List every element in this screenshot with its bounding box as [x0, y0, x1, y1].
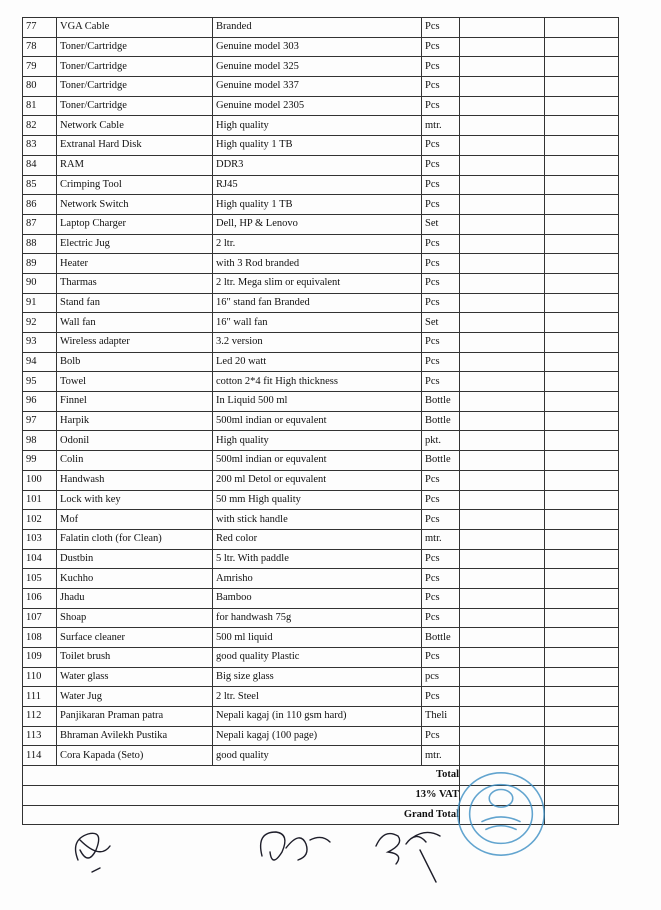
item-name-cell: Toner/Cartridge [57, 77, 213, 97]
rate-cell [460, 726, 545, 746]
item-name-cell: Water glass [57, 667, 213, 687]
rate-cell [460, 628, 545, 648]
table-row [23, 18, 619, 38]
amount-cell [545, 352, 619, 372]
item-name-cell: Cora Kapada (Seto) [57, 746, 213, 766]
sn-cell: 99 [23, 451, 57, 471]
specification-cell: Genuine model 2305 [213, 96, 422, 116]
specification-cell: Red color [213, 529, 422, 549]
table-row [23, 490, 619, 510]
item-name-cell: Heater [57, 254, 213, 274]
rate-cell [460, 648, 545, 668]
sn-cell: 95 [23, 372, 57, 392]
rate-cell [460, 155, 545, 175]
amount-cell [545, 687, 619, 707]
amount-cell [545, 333, 619, 353]
specification-cell: Genuine model 337 [213, 77, 422, 97]
amount-cell [545, 57, 619, 77]
sn-cell: 114 [23, 746, 57, 766]
amount-cell [545, 155, 619, 175]
rate-cell [460, 333, 545, 353]
rate-cell [460, 549, 545, 569]
amount-cell [545, 77, 619, 97]
rate-cell [460, 254, 545, 274]
rate-cell [460, 136, 545, 156]
item-name-cell: Bolb [57, 352, 213, 372]
item-name-cell: Colin [57, 451, 213, 471]
rate-cell [460, 234, 545, 254]
table-row [23, 293, 619, 313]
table-row [23, 254, 619, 274]
item-name-cell: Network Cable [57, 116, 213, 136]
sn-cell: 82 [23, 116, 57, 136]
specification-cell: DDR3 [213, 155, 422, 175]
unit-cell: Pcs [422, 273, 460, 293]
item-name-cell: Wall fan [57, 313, 213, 333]
sn-cell: 97 [23, 411, 57, 431]
item-name-cell: Network Switch [57, 195, 213, 215]
table-row [23, 77, 619, 97]
item-name-cell: Laptop Charger [57, 214, 213, 234]
signature-middle [261, 832, 330, 860]
rate-cell [460, 57, 545, 77]
sn-cell: 91 [23, 293, 57, 313]
sn-cell: 94 [23, 352, 57, 372]
sn-cell: 104 [23, 549, 57, 569]
item-name-cell: Stand fan [57, 293, 213, 313]
unit-cell: mtr. [422, 116, 460, 136]
rate-cell [460, 411, 545, 431]
vat-amount-cell [545, 785, 619, 805]
table-row [23, 57, 619, 77]
specification-cell: 5 ltr. With paddle [213, 549, 422, 569]
rate-cell [460, 313, 545, 333]
rate-cell [460, 470, 545, 490]
total-amount-cell [545, 766, 619, 786]
rate-cell [460, 687, 545, 707]
amount-cell [545, 293, 619, 313]
rate-cell [460, 293, 545, 313]
specification-cell: 2 ltr. Mega slim or equivalent [213, 273, 422, 293]
specification-cell: good quality Plastic [213, 648, 422, 668]
unit-cell: Bottle [422, 392, 460, 412]
table-row [23, 451, 619, 471]
unit-cell: Pcs [422, 352, 460, 372]
amount-cell [545, 175, 619, 195]
sn-cell: 81 [23, 96, 57, 116]
table-row [23, 116, 619, 136]
specification-cell: 2 ltr. Steel [213, 687, 422, 707]
table-row [23, 214, 619, 234]
unit-cell: Pcs [422, 490, 460, 510]
unit-cell: Pcs [422, 155, 460, 175]
unit-cell: Pcs [422, 234, 460, 254]
unit-cell: Pcs [422, 37, 460, 57]
table-row [23, 411, 619, 431]
specification-cell: High quality 1 TB [213, 136, 422, 156]
sn-cell: 113 [23, 726, 57, 746]
amount-cell [545, 648, 619, 668]
item-name-cell: Mof [57, 510, 213, 530]
item-name-cell: Toner/Cartridge [57, 96, 213, 116]
item-name-cell: Shoap [57, 608, 213, 628]
table-row [23, 234, 619, 254]
specification-cell: Led 20 watt [213, 352, 422, 372]
unit-cell: Pcs [422, 254, 460, 274]
amount-cell [545, 214, 619, 234]
items-table [22, 17, 619, 825]
item-name-cell: Electric Jug [57, 234, 213, 254]
specification-cell: Bamboo [213, 588, 422, 608]
sn-cell: 93 [23, 333, 57, 353]
specification-cell: with stick handle [213, 510, 422, 530]
sn-cell: 106 [23, 588, 57, 608]
unit-cell: Pcs [422, 726, 460, 746]
amount-cell [545, 707, 619, 727]
sn-cell: 109 [23, 648, 57, 668]
item-name-cell: RAM [57, 155, 213, 175]
amount-cell [545, 569, 619, 589]
unit-cell: pcs [422, 667, 460, 687]
unit-cell: Pcs [422, 372, 460, 392]
sn-cell: 96 [23, 392, 57, 412]
amount-cell [545, 392, 619, 412]
sn-cell: 77 [23, 18, 57, 38]
table-row [23, 470, 619, 490]
sn-cell: 98 [23, 431, 57, 451]
total-label: Total [23, 766, 460, 786]
vat-label: 13% VAT [23, 785, 460, 805]
rate-cell [460, 96, 545, 116]
rate-cell [460, 372, 545, 392]
specification-cell: Branded [213, 18, 422, 38]
rate-cell [460, 77, 545, 97]
item-name-cell: Surface cleaner [57, 628, 213, 648]
unit-cell: Pcs [422, 588, 460, 608]
specification-cell: 50 mm High quality [213, 490, 422, 510]
amount-cell [545, 510, 619, 530]
table-row [23, 608, 619, 628]
item-name-cell: Bhraman Avilekh Pustika [57, 726, 213, 746]
table-row [23, 313, 619, 333]
table-row [23, 569, 619, 589]
amount-cell [545, 313, 619, 333]
item-name-cell: Falatin cloth (for Clean) [57, 529, 213, 549]
specification-cell: Dell, HP & Lenovo [213, 214, 422, 234]
table-row [23, 510, 619, 530]
unit-cell: Pcs [422, 470, 460, 490]
item-name-cell: Toner/Cartridge [57, 57, 213, 77]
rate-cell [460, 510, 545, 530]
item-name-cell: Wireless adapter [57, 333, 213, 353]
table-row [23, 392, 619, 412]
sn-cell: 102 [23, 510, 57, 530]
item-name-cell: Dustbin [57, 549, 213, 569]
rate-cell [460, 707, 545, 727]
item-name-cell: Lock with key [57, 490, 213, 510]
table-row [23, 96, 619, 116]
unit-cell: Pcs [422, 333, 460, 353]
specification-cell: 200 ml Detol or equvalent [213, 470, 422, 490]
rate-cell [460, 746, 545, 766]
sn-cell: 79 [23, 57, 57, 77]
rate-cell [460, 529, 545, 549]
item-name-cell: Water Jug [57, 687, 213, 707]
item-name-cell: Tharmas [57, 273, 213, 293]
unit-cell: Pcs [422, 608, 460, 628]
item-name-cell: Kuchho [57, 569, 213, 589]
sn-cell: 101 [23, 490, 57, 510]
table-row [23, 37, 619, 57]
sn-cell: 90 [23, 273, 57, 293]
specification-cell: Nepali kagaj (in 110 gsm hard) [213, 707, 422, 727]
amount-cell [545, 451, 619, 471]
table-row [23, 529, 619, 549]
unit-cell: Pcs [422, 549, 460, 569]
item-name-cell: Toner/Cartridge [57, 37, 213, 57]
specification-cell: 16" wall fan [213, 313, 422, 333]
table-row [23, 333, 619, 353]
sn-cell: 89 [23, 254, 57, 274]
table-row [23, 155, 619, 175]
rate-cell [460, 392, 545, 412]
table-row [23, 549, 619, 569]
rate-cell [460, 195, 545, 215]
unit-cell: Pcs [422, 57, 460, 77]
amount-cell [545, 411, 619, 431]
sn-cell: 80 [23, 77, 57, 97]
rate-cell [460, 667, 545, 687]
unit-cell: Set [422, 214, 460, 234]
sn-cell: 112 [23, 707, 57, 727]
amount-cell [545, 273, 619, 293]
table-row [23, 136, 619, 156]
rate-cell [460, 116, 545, 136]
specification-cell: 500 ml liquid [213, 628, 422, 648]
item-name-cell: Panjikaran Praman patra [57, 707, 213, 727]
signature-right [376, 832, 440, 882]
rate-cell [460, 273, 545, 293]
unit-cell: Pcs [422, 136, 460, 156]
unit-cell: mtr. [422, 746, 460, 766]
table-row [23, 687, 619, 707]
sn-cell: 92 [23, 313, 57, 333]
amount-cell [545, 628, 619, 648]
sn-cell: 78 [23, 37, 57, 57]
items-table-body [23, 18, 619, 766]
amount-cell [545, 667, 619, 687]
signatures-area [0, 820, 661, 910]
specification-cell: High quality 1 TB [213, 195, 422, 215]
sn-cell: 107 [23, 608, 57, 628]
amount-cell [545, 195, 619, 215]
table-row [23, 175, 619, 195]
sn-cell: 100 [23, 470, 57, 490]
specification-cell: High quality [213, 431, 422, 451]
amount-cell [545, 234, 619, 254]
table-row [23, 726, 619, 746]
amount-cell [545, 18, 619, 38]
rate-cell [460, 431, 545, 451]
grand-total-label: Grand Total [23, 805, 460, 825]
amount-cell [545, 490, 619, 510]
unit-cell: Pcs [422, 195, 460, 215]
unit-cell: Pcs [422, 18, 460, 38]
item-name-cell: Crimping Tool [57, 175, 213, 195]
unit-cell: Set [422, 313, 460, 333]
table-row [23, 628, 619, 648]
sn-cell: 105 [23, 569, 57, 589]
sn-cell: 84 [23, 155, 57, 175]
amount-cell [545, 529, 619, 549]
unit-cell: pkt. [422, 431, 460, 451]
signature-left [76, 833, 110, 872]
unit-cell: Pcs [422, 648, 460, 668]
unit-cell: Theli [422, 707, 460, 727]
table-row [23, 431, 619, 451]
amount-cell [545, 116, 619, 136]
unit-cell: Pcs [422, 687, 460, 707]
item-name-cell: Toilet brush [57, 648, 213, 668]
table-row [23, 667, 619, 687]
item-name-cell: Odonil [57, 431, 213, 451]
rate-cell [460, 608, 545, 628]
amount-cell [545, 726, 619, 746]
rate-cell [460, 18, 545, 38]
specification-cell: In Liquid 500 ml [213, 392, 422, 412]
unit-cell: mtr. [422, 529, 460, 549]
table-row [23, 648, 619, 668]
item-name-cell: Harpik [57, 411, 213, 431]
item-name-cell: Handwash [57, 470, 213, 490]
unit-cell: Pcs [422, 96, 460, 116]
sn-cell: 85 [23, 175, 57, 195]
sn-cell: 108 [23, 628, 57, 648]
specification-cell: Nepali kagaj (100 page) [213, 726, 422, 746]
sn-cell: 83 [23, 136, 57, 156]
sn-cell: 86 [23, 195, 57, 215]
specification-cell: 3.2 version [213, 333, 422, 353]
specification-cell: 2 ltr. [213, 234, 422, 254]
unit-cell: Pcs [422, 569, 460, 589]
specification-cell: RJ45 [213, 175, 422, 195]
specification-cell: 500ml indian or equvalent [213, 411, 422, 431]
table-row [23, 352, 619, 372]
amount-cell [545, 372, 619, 392]
specification-cell: High quality [213, 116, 422, 136]
unit-cell: Bottle [422, 628, 460, 648]
item-name-cell: Finnel [57, 392, 213, 412]
table-row [23, 372, 619, 392]
unit-cell: Bottle [422, 411, 460, 431]
specification-cell: Genuine model 325 [213, 57, 422, 77]
amount-cell [545, 96, 619, 116]
sn-cell: 88 [23, 234, 57, 254]
rate-cell [460, 175, 545, 195]
rate-cell [460, 588, 545, 608]
specification-cell: 500ml indian or equvalent [213, 451, 422, 471]
rate-cell [460, 37, 545, 57]
unit-cell: Pcs [422, 510, 460, 530]
item-name-cell: Extranal Hard Disk [57, 136, 213, 156]
specification-cell: for handwash 75g [213, 608, 422, 628]
item-name-cell: Jhadu [57, 588, 213, 608]
amount-cell [545, 608, 619, 628]
table-row [23, 273, 619, 293]
amount-cell [545, 254, 619, 274]
table-row [23, 195, 619, 215]
rate-cell [460, 490, 545, 510]
amount-cell [545, 588, 619, 608]
table-row [23, 746, 619, 766]
rate-cell [460, 569, 545, 589]
specification-cell: with 3 Rod branded [213, 254, 422, 274]
amount-cell [545, 470, 619, 490]
item-name-cell: VGA Cable [57, 18, 213, 38]
sn-cell: 87 [23, 214, 57, 234]
amount-cell [545, 549, 619, 569]
rate-cell [460, 352, 545, 372]
unit-cell: Pcs [422, 77, 460, 97]
specification-cell: cotton 2*4 fit High thickness [213, 372, 422, 392]
specification-cell: 16" stand fan Branded [213, 293, 422, 313]
amount-cell [545, 37, 619, 57]
specification-cell: Amrisho [213, 569, 422, 589]
specification-cell: Big size glass [213, 667, 422, 687]
rate-cell [460, 451, 545, 471]
amount-cell [545, 746, 619, 766]
specification-cell: good quality [213, 746, 422, 766]
unit-cell: Bottle [422, 451, 460, 471]
sn-cell: 111 [23, 687, 57, 707]
rate-cell [460, 214, 545, 234]
amount-cell [545, 136, 619, 156]
unit-cell: Pcs [422, 293, 460, 313]
item-name-cell: Towel [57, 372, 213, 392]
specification-cell: Genuine model 303 [213, 37, 422, 57]
table-row [23, 588, 619, 608]
sn-cell: 110 [23, 667, 57, 687]
unit-cell: Pcs [422, 175, 460, 195]
amount-cell [545, 431, 619, 451]
table-row [23, 707, 619, 727]
sn-cell: 103 [23, 529, 57, 549]
